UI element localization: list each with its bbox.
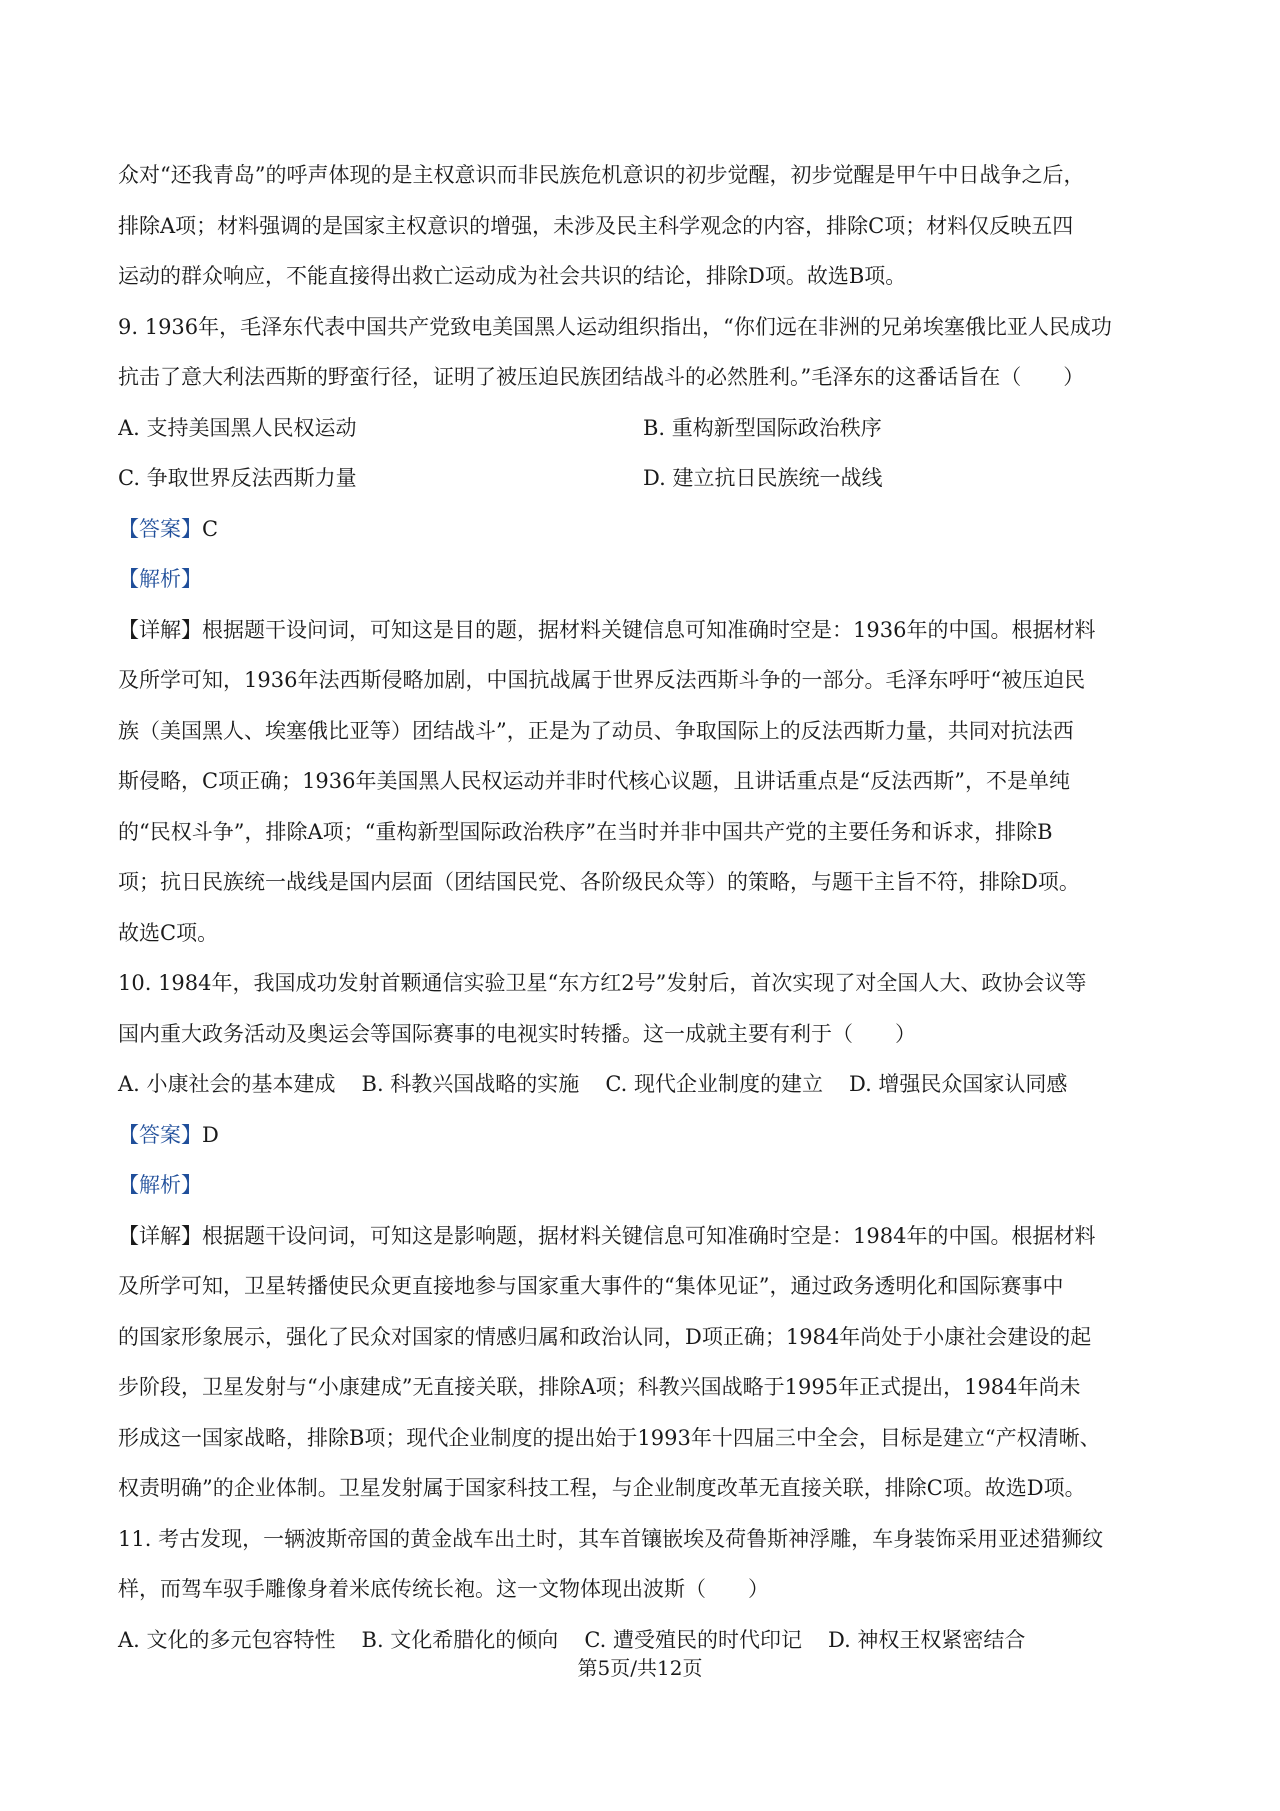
q9-stem-line: 9. 1936年，毛泽东代表中国共产党致电美国黑人运动组织指出，“你们远在非洲的兄弟埃塞俄比亚人民成功 [118,314,1112,339]
q10-options-row [118,1059,1168,1110]
detail-label: 【详解】 [118,617,202,642]
q11-stem-line: 样，而驾车驭手雕像身着米底传统长袍。这一文物体现出波斯（ ） [118,1577,769,1601]
q9-detail-line: 故选C项。 [118,920,219,945]
q11-option-a: A. 文化的多元包容特性 [118,1627,336,1652]
q9-option-b: B. 重构新型国际政治秩序 [643,415,882,440]
q10-detail-line: 步阶段，卫星发射与“小康建成”无直接关联，排除A项；科教兴国战略于1995年正式提出，1984年尚未 [118,1375,1081,1399]
q11-option-c: C. 遭受殖民的时代印记 [584,1627,802,1652]
q9-detail-line: 的“民权斗争”，排除A项；“重构新型国际政治秩序”在当时并非中国共产党的主要任务和诉求，排除B [118,819,1053,844]
q9-detail-line: 项；抗日民族统一战线是国内层面（团结国民党、各阶级民众等）的策略，与题干主旨不符，排除D项。 [118,870,1080,894]
page-number-footer: 第5页/共12页 [577,1656,703,1680]
q9-option-a: A. 支持美国黑人民权运动 [118,415,357,440]
q9-detail-line: 斯侵略，C项正确；1936年美国黑人民权运动并非时代核心议题，且讲话重点是“反法西斯”，不是单纯 [118,769,1070,793]
q9-option-d: D. 建立抗日民族统一战线 [643,466,883,490]
answer-label: 【答案】 [118,1122,202,1147]
q10-detail-line [118,1211,1168,1262]
q10-option-c: C. 现代企业制度的建立 [605,1072,823,1096]
q11-option-b: B. 文化希腊化的倾向 [361,1627,559,1652]
q9-analysis-heading [118,554,1168,605]
q10-option-d: D. 增强民众国家认同感 [848,1072,1068,1096]
q10-detail-line: 形成这一国家战略，排除B项；现代企业制度的提出始于1993年十四届三中全会，目标是建立“产权清晰、 [118,1425,1101,1450]
q10-analysis-heading [118,1160,1168,1211]
q9-detail-line [118,605,1168,656]
q9-detail-line: 及所学可知，1936年法西斯侵略加剧，中国抗战属于世界反法西斯斗争的一部分。毛泽东呼吁“被压迫民 [118,668,1086,692]
q9-stem-line: 抗击了意大利法西斯的野蛮行径，证明了被压迫民族团结战斗的必然胜利。”毛泽东的这番话旨在（ ） [118,365,1085,389]
q10-option-b: B. 科教兴国战略的实施 [361,1072,580,1096]
answer-label: 【答案】 [118,516,202,541]
answer-value: C [202,516,219,541]
detail-label: 【详解】 [118,1223,202,1248]
q8-analysis-line: 运动的群众响应，不能直接得出救亡运动成为社会共识的结论，排除D项。故选B项。 [118,264,907,288]
q10-option-a: A. 小康社会的基本建成 [118,1072,336,1096]
q10-stem-line: 国内重大政务活动及奥运会等国际赛事的电视实时转播。这一成就主要有利于（ ） [118,1021,916,1046]
q10-answer [118,1110,1168,1161]
q10-detail-line: 权责明确”的企业体制。卫星发射属于国家科技工程，与企业制度改革无直接关联，排除C项。故选D项。 [118,1476,1086,1500]
q9-detail-line: 族（美国黑人、埃塞俄比亚等）团结战斗”，正是为了动员、争取国际上的反法西斯力量，共同对抗法西 [118,718,1074,743]
analysis-label: 【解析】 [118,1173,202,1197]
q9-options-row [118,453,1168,504]
q10-detail-line: 及所学可知，卫星转播使民众更直接地参与国家重大事件的“集体见证”，通过政务透明化和国际赛事中 [118,1274,1064,1298]
q11-stem-line: 11. 考古发现，一辆波斯帝国的黄金战车出土时，其车首镶嵌埃及荷鲁斯神浮雕，车身装饰采用亚述猎狮纹 [118,1526,1104,1551]
analysis-label: 【解析】 [118,567,202,591]
q10-detail-text: 根据题干设问词，可知这是影响题，据材料关键信息可知准确时空是：1984年的中国。根据材料 [202,1223,1096,1248]
q9-answer [118,504,1168,555]
q11-option-d: D. 神权王权紧密结合 [827,1627,1026,1652]
q10-detail-line: 的国家形象展示，强化了民众对国家的情感归属和政治认同，D项正确；1984年尚处于小康社会建设的起 [118,1324,1092,1349]
answer-value: D [202,1122,219,1147]
q9-options-row [118,403,1168,454]
page-content [118,150,1168,1665]
q9-detail-text: 根据题干设问词，可知这是目的题，据材料关键信息可知准确时空是：1936年的中国。根据材料 [202,617,1096,642]
q9-option-c: C. 争取世界反法西斯力量 [118,466,357,490]
q10-stem-line: 10. 1984年，我国成功发射首颗通信实验卫星“东方红2号”发射后，首次实现了对全国人大、政协会议等 [118,971,1087,995]
q8-analysis-line: 排除A项；材料强调的是国家主权意识的增强，未涉及民主科学观念的内容，排除C项；材料仅反映五四 [118,213,1074,238]
q8-analysis-line: 众对“还我青岛”的呼声体现的是主权意识而非民族危机意识的初步觉醒，初步觉醒是甲午中日战争之后， [118,163,1085,187]
